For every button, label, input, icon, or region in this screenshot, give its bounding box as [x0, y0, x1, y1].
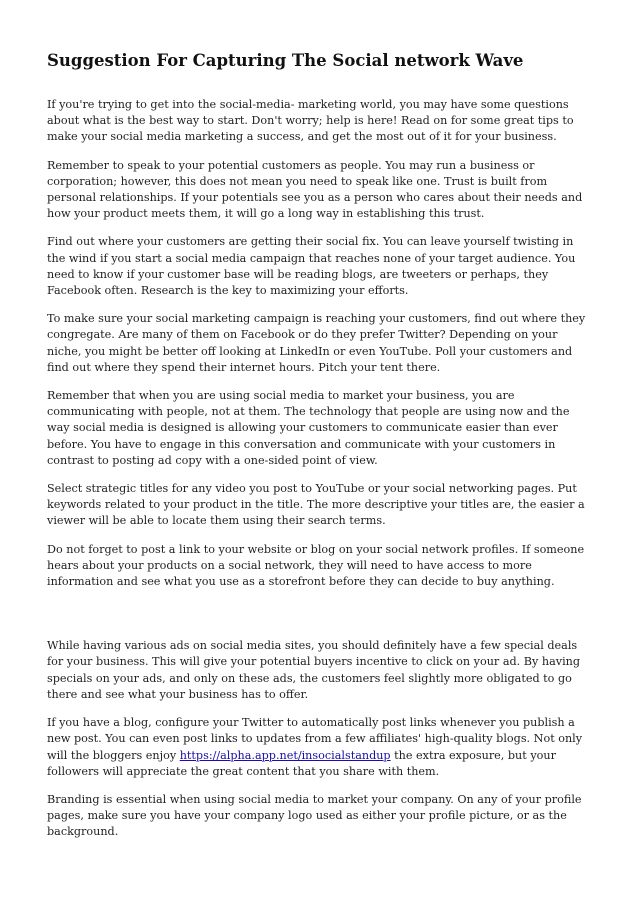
- paragraph-communicating-with-people: Remember that when you are using social media to market your business, you are communicating with people, not at them. The technology that people are using now and the way social media is designed is allowing your customers to communicate easier than ever before. You have to engage in this conversation and communicate with your customers in contrast to posting ad copy with a one-sided point of view.: [47, 389, 570, 467]
- paragraph-speak-to-customers: Remember to speak to your potential customers as people. You may run a business or corporation; however, this does not mean you need to speak like one. Trust is built from personal relationships. If your potentials see you as a person who cares about their needs and how your product meets them, it will go a long way in establishing this trust.: [47, 158, 583, 221]
- paragraph-blog-after: the extra exposure, but your followers will appreciate the great content that you share with them.: [47, 748, 556, 778]
- document-title: Suggestion For Capturing The Social network Wave: [47, 51, 524, 70]
- paragraph-where-they-congregate: To make sure your social marketing campaign is reaching your customers, find out where they congregate. Are many of them on Facebook or do they prefer Twitter? Depending on your niche, you might be better off looking at LinkedIn or even YouTube. Poll your customers and find out where they spend their internet hours. Pitch your tent there.: [47, 312, 586, 374]
- insocialstandup-link[interactable]: https://alpha.app.net/insocialstandup: [179, 748, 391, 762]
- paragraph-blog: [47, 715, 595, 780]
- paragraph-post-link: Do not forget to post a link to your website or blog on your social network profiles. If someone hears about your products on a social network, they will need to have access to more information and see what you use as a storefront before they can decide to buy anything.: [47, 542, 585, 589]
- blank-gap: [47, 602, 595, 638]
- paragraph-blog-before: If you have a blog, configure your Twitter to automatically post links whenever you publish a new post. You can even post links to updates from a few affiliates' high-quality blogs. Not only will the bloggers enjoy: [47, 716, 583, 762]
- paragraph-strategic-titles: Select strategic titles for any video you post to YouTube or your social networking pages. Put keywords related to your product in the title. The more descriptive your titles are, the easier a viewer will be able to locate them using their search terms.: [47, 482, 585, 528]
- paragraph-special-deals: While having various ads on social media sites, you should definitely have a few special deals for your business. This will give your potential buyers incentive to click on your ad. By having specials on your ads, and only on these ads, the customers feel slightly more obligated to go there and see what your business has to offer.: [47, 639, 581, 701]
- paragraph-find-social-fix: Find out where your customers are getting their social fix. You can leave yourself twisting in the wind if you start a social media campaign that reaches none of your target audience. You need to know if your customer base will be reading blogs, are tweeters or perhaps, they Facebook often. Research is the key to maximizing your efforts.: [47, 235, 576, 298]
- document-page: [47, 50, 595, 853]
- paragraph-branding: Branding is essential when using social media to market your company. On any of your profile pages, make sure you have your company logo used as either your profile picture, or as the background.: [47, 792, 582, 839]
- paragraph-intro: If you're trying to get into the social-media- marketing world, you may have some questions about what is the best way to start. Don't worry; help is here! Read on for some great tips to make your social media marketing a success, and get the most out of it for your business.: [47, 98, 574, 144]
